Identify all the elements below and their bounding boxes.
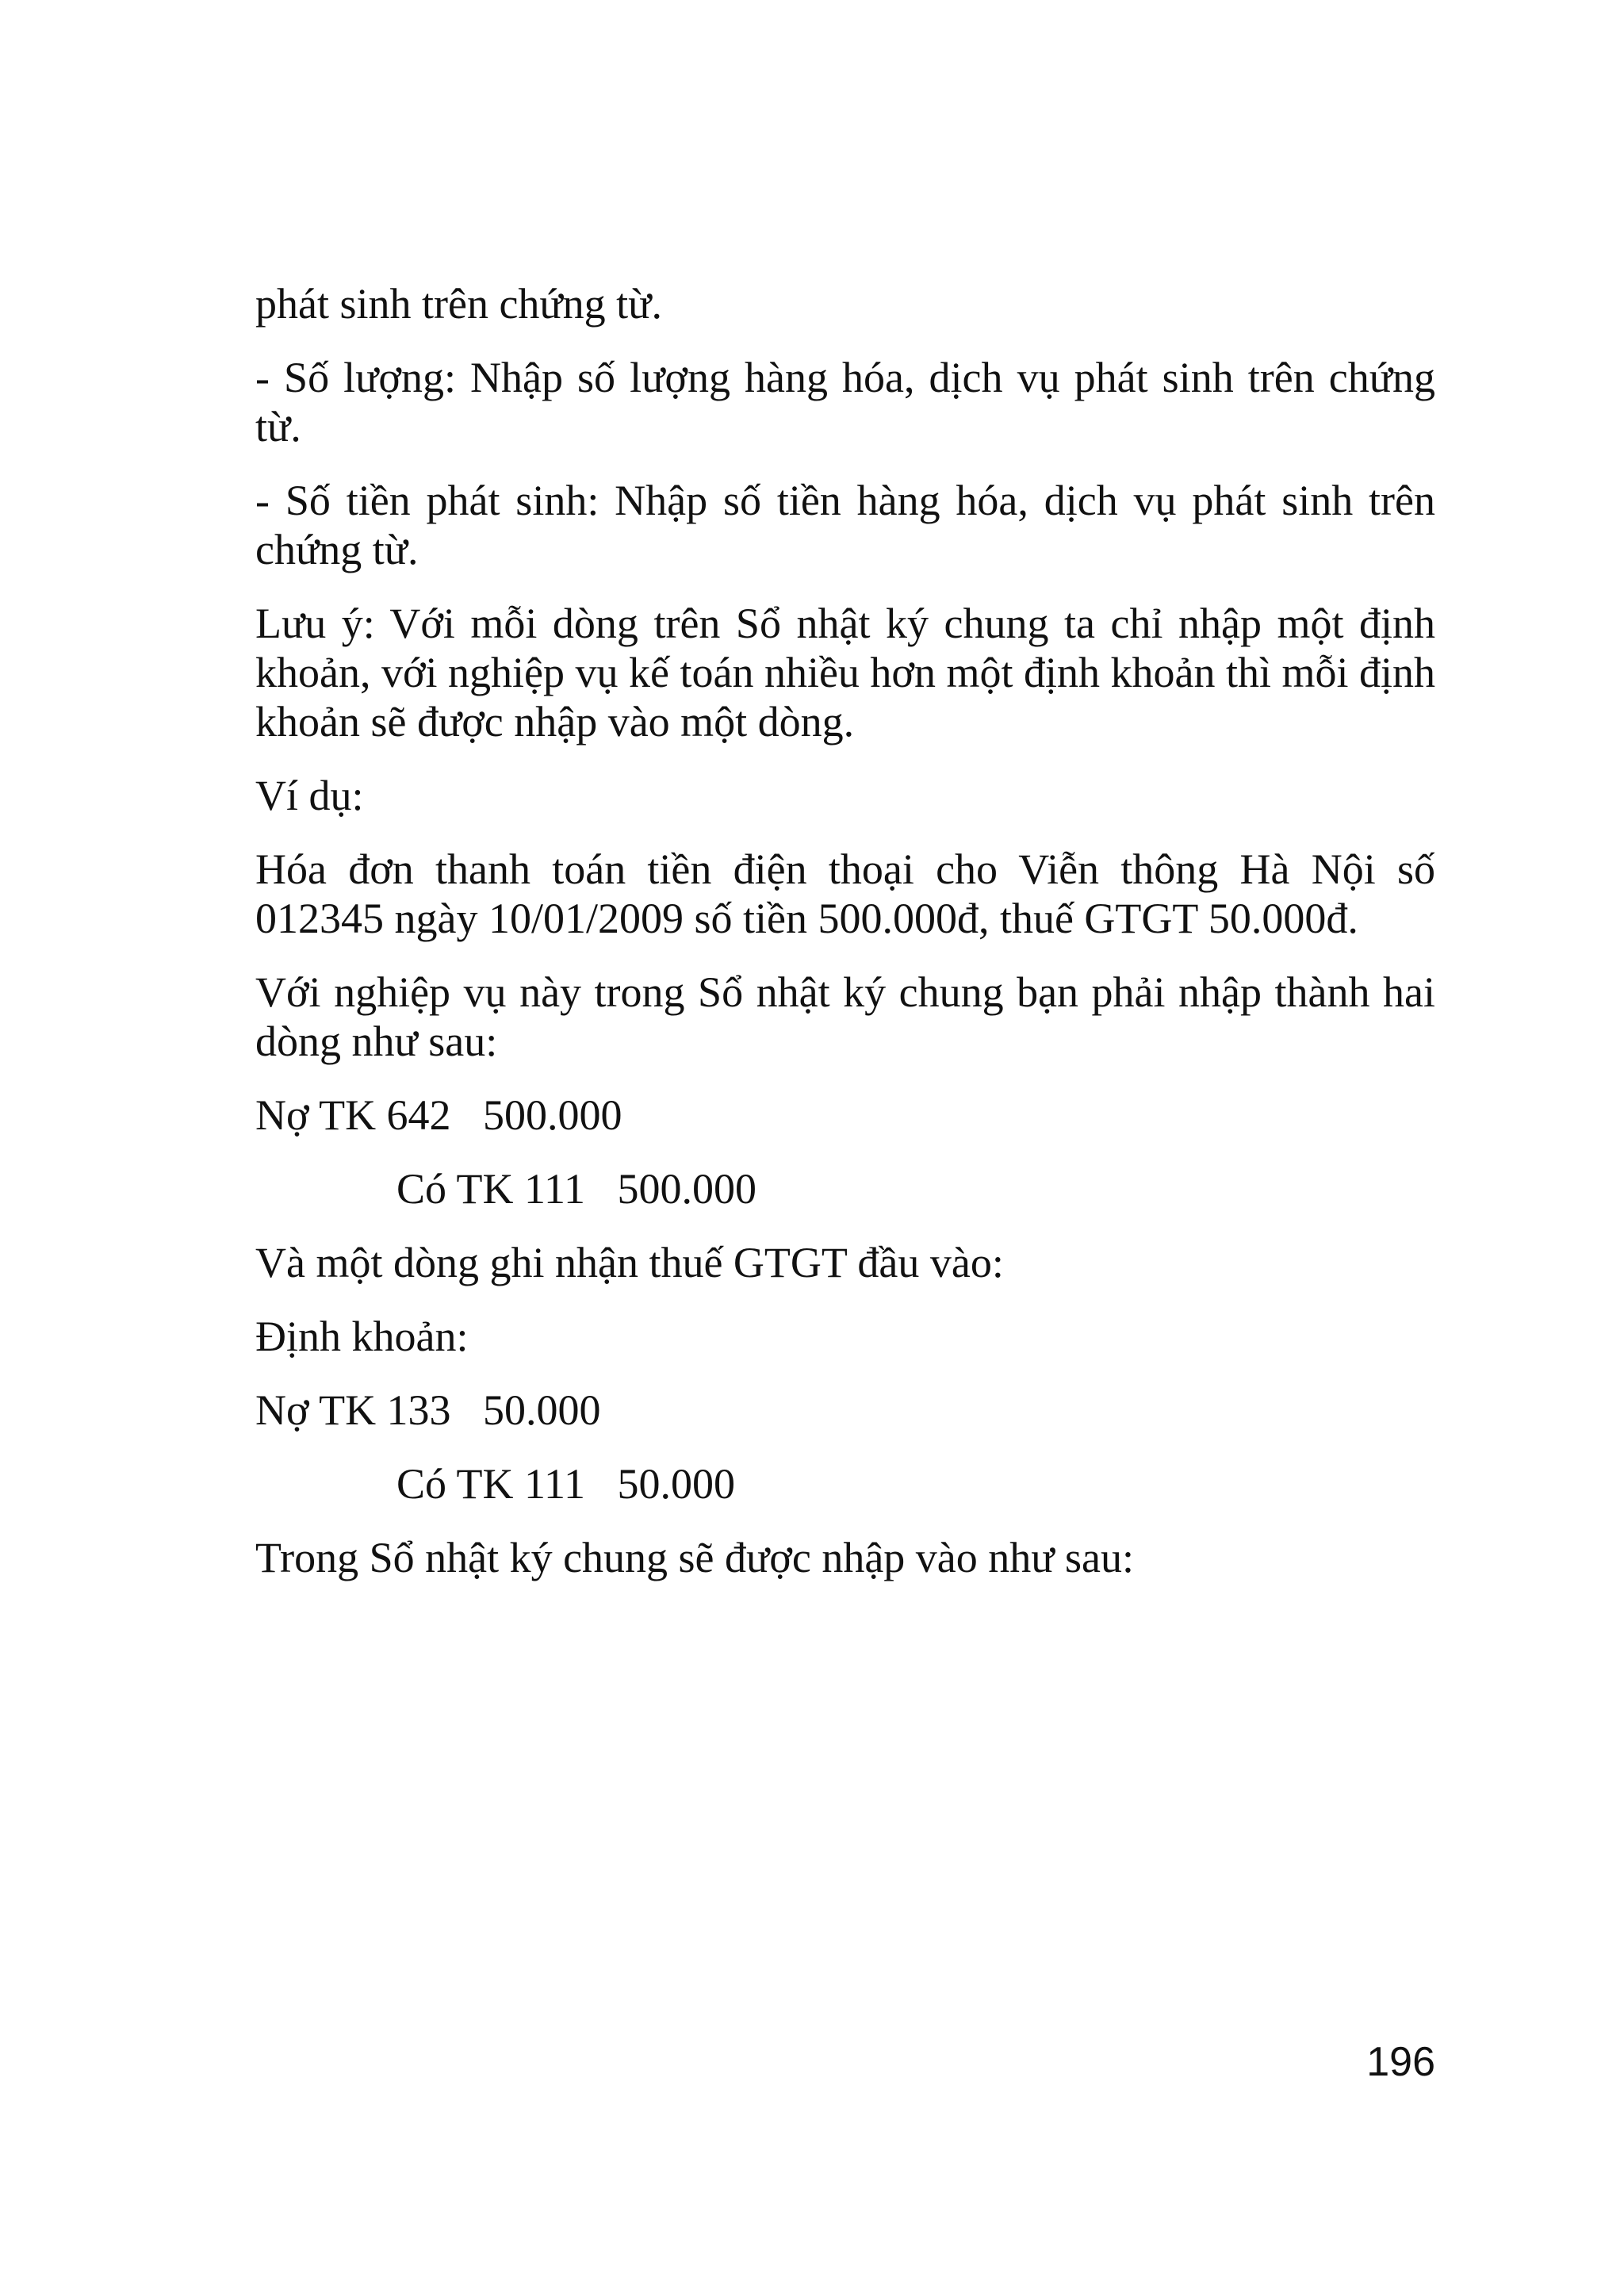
paragraph-general-journal: Trong Sổ nhật ký chung sẽ được nhập vào như sau: bbox=[255, 1534, 1135, 1581]
paragraph-entry-label: Định khoản: bbox=[255, 1313, 469, 1360]
journal-entry-credit-111-b: Có TK 111 50.000 bbox=[396, 1460, 736, 1508]
paragraph-note: Lưu ý: Với mỗi dòng trên Sổ nhật ký chung ta chỉ nhập một định khoản, với nghiệp vụ kế toán nhiều hơn một định khoản thì mỗi định khoản sẽ được nhập vào một dòng. bbox=[255, 600, 1435, 746]
paragraph-vat-line: Và một dòng ghi nhận thuế GTGT đầu vào: bbox=[255, 1239, 1004, 1286]
paragraph-two-lines: Với nghiệp vụ này trong Sổ nhật ký chung bạn phải nhập thành hai dòng như sau: bbox=[255, 968, 1435, 1065]
paragraph-continuation: phát sinh trên chứng từ. bbox=[255, 280, 662, 328]
paragraph-example-label: Ví dụ: bbox=[255, 772, 364, 819]
journal-entry-debit-133: Nợ TK 133 50.000 bbox=[255, 1386, 601, 1434]
journal-entry-credit-111-a: Có TK 111 500.000 bbox=[396, 1165, 757, 1213]
page-number: 196 bbox=[1366, 2039, 1435, 2085]
journal-entry-debit-642: Nợ TK 642 500.000 bbox=[255, 1091, 622, 1139]
paragraph-quantity: - Số lượng: Nhập số lượng hàng hóa, dịch vụ phát sinh trên chứng từ. bbox=[255, 354, 1435, 450]
paragraph-amount: - Số tiền phát sinh: Nhập số tiền hàng hóa, dịch vụ phát sinh trên chứng từ. bbox=[255, 477, 1435, 573]
page-body bbox=[255, 279, 1435, 1607]
paragraph-invoice: Hóa đơn thanh toán tiền điện thoại cho Viễn thông Hà Nội số 012345 ngày 10/01/2009 số tiền 500.000đ, thuế GTGT 50.000đ. bbox=[255, 845, 1435, 942]
